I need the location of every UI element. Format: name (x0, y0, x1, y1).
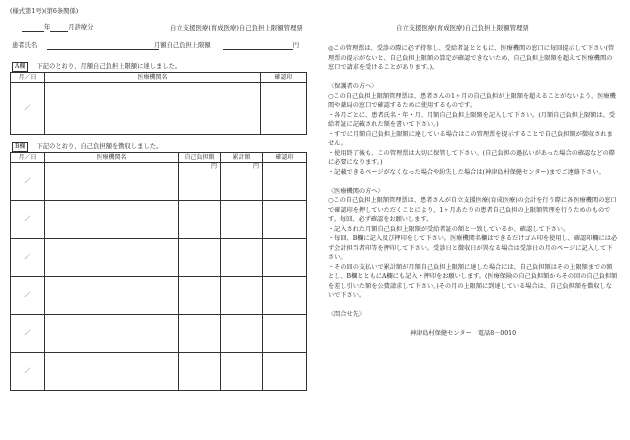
institution-cell[interactable] (45, 239, 179, 277)
institution-cell[interactable] (45, 353, 179, 391)
guardian-note: ・使用終了後も、この管理票は大切に保管して下さい。(自己負担の過払いがあった場合の確認などの際に必要になります。) (328, 149, 615, 166)
col-cumulative: 累計額 (221, 153, 263, 163)
table-row (11, 163, 307, 201)
monthly-limit-label: 月額自己負担上限額 (154, 42, 211, 50)
col-seal: 確認印 (263, 153, 307, 163)
col-institution: 医療機関名 (45, 153, 179, 163)
institution-cell[interactable] (45, 201, 179, 239)
guardian-note: ・すでに月額自己負担上限額に達している場合はこの管理票を提示することで自己負担額が徴収されません。 (328, 130, 613, 147)
col-copay: 自己負担額 (179, 153, 221, 163)
col-institution: 医療機関名 (45, 73, 261, 83)
institution-note: ・毎回、B欄に記入及び押印をして下さい。医療機関名欄はできるだけゴム印を使用し、確認印欄には必ず会計担当者印等を押印して下さい。受診日と徴収日が異なる場合は受診日の月のページに記入して下さい。 (328, 235, 618, 261)
guardian-note: ○この自己負担上限額管理票は、患者さんの1ヶ月の自己負担が上限額を超えることがないよう、医療機関や薬局の窓口で確認するために使用するものです。 (328, 92, 616, 109)
institution-note: ○この自己負担上限額管理票は、患者さんが自立支援医療(育成医療)の会計を行う際に各医療機関の窓口で確認印を押していただくことにより、1ヶ月あたりの患者自己負担の上限額管理を行うためのものです。毎回、必ず確認をお願いします。 (328, 197, 617, 223)
cumulative-cell[interactable] (221, 315, 263, 353)
section-a-caption: 下記のとおり、月額自己負担上限額に達しました。 (36, 63, 182, 70)
date-cell[interactable]: ／ (11, 201, 45, 239)
guardian-note: ・記載できるページがなくなった場合や紛失した場合は(神津島村保健センター)までご連絡下さい。 (328, 168, 605, 176)
date-cell[interactable]: ／ (11, 353, 45, 391)
section-b-table (10, 152, 307, 391)
month-suffix: 月診療分 (68, 24, 94, 32)
section-a-tag: A欄 (12, 62, 28, 72)
seal-cell[interactable] (263, 163, 307, 201)
title-left: 自立支援医療(育成医療)自己負担上限額管理票 (170, 24, 303, 32)
section-b-tag: B欄 (12, 142, 28, 152)
notes-intro: ◎この管理票は、受診の際に必ず持参し、受給者証とともに、医療機関の窓口に毎回提示して下さい(管理票の提示がないと、自己負担上限額の算定が確認できないため、自己負担上限額を超えて医療機関の窓口で請求を受けることがあります。)。 (328, 45, 615, 71)
contact-heading: 〈問合せ先〉 (328, 311, 366, 318)
section-b-caption: 下記のとおり、自己負担額を徴収しました。 (36, 143, 163, 150)
table-row (11, 353, 307, 391)
copay-cell[interactable] (179, 353, 221, 391)
patient-info-row (12, 42, 159, 50)
guardian-heading: 〈保護者の方へ〉 (328, 83, 378, 90)
table-row (11, 239, 307, 277)
form-number: (様式第1号)(第6条関係) (10, 8, 79, 15)
institution-cell[interactable] (45, 83, 261, 135)
seal-cell[interactable] (263, 353, 307, 391)
copay-cell[interactable] (179, 239, 221, 277)
cumulative-cell[interactable] (221, 239, 263, 277)
guardian-note: ・各月ごとに、患者氏名・年・月、月額自己負担上限額を記入して下さい。(月額自己負担上限額は、受給者証に記載された額を書いて下さい。) (328, 111, 616, 128)
cumulative-cell[interactable] (221, 353, 263, 391)
month-blank[interactable] (50, 24, 68, 32)
institution-note: ・記入された月額自己負担上限額が受給者証の額と一致しているか、確認して下さい。 (328, 225, 570, 233)
monthly-limit-field[interactable] (223, 42, 293, 50)
date-cell[interactable]: ／ (11, 83, 45, 135)
table-row (11, 83, 307, 135)
seal-cell[interactable] (263, 277, 307, 315)
copay-cell[interactable] (179, 315, 221, 353)
cumulative-cell[interactable]: 円 (221, 163, 263, 201)
section-b-header (12, 142, 162, 152)
institution-heading: 〈医療機関の方へ〉 (328, 187, 384, 195)
institution-note: ・その回の支払いで累計額が月額自己負担上限額に達した場合には、自己負担額はその上限額までの額とし、B欄とともにA欄にも記入・押印をお願いします。(医療保険の自己負担額からその回の自己負担額を差し引いた額を公費請求して下さい。)その月の上限額に到達している場合は、自己負担額を徴収しないで下さい。 (328, 263, 618, 299)
date-cell[interactable]: ／ (11, 163, 45, 201)
seal-cell[interactable] (261, 83, 307, 135)
date-cell[interactable]: ／ (11, 239, 45, 277)
table-row (11, 315, 307, 353)
seal-cell[interactable] (263, 201, 307, 239)
institution-cell[interactable] (45, 163, 179, 201)
limit-yen: 円 (292, 42, 299, 50)
limit-row (154, 42, 299, 50)
title-right: 自立支援医療(育成医療)自己負担上限額管理票 (396, 24, 529, 32)
contact-info: 神津島村保健センター 電話8－0010 (410, 329, 517, 337)
seal-cell[interactable] (263, 239, 307, 277)
col-date: 月／日 (11, 73, 45, 83)
institution-cell[interactable] (45, 277, 179, 315)
year-blank[interactable] (22, 24, 44, 32)
institution-cell[interactable] (45, 315, 179, 353)
seal-cell[interactable] (263, 315, 307, 353)
col-seal: 確認印 (261, 73, 307, 83)
copay-cell[interactable] (179, 277, 221, 315)
section-a-header (12, 62, 181, 72)
date-cell[interactable]: ／ (11, 315, 45, 353)
cumulative-cell[interactable] (221, 201, 263, 239)
year-suffix: 年 (44, 24, 51, 32)
notes-panel (328, 44, 618, 338)
period-line (22, 24, 93, 32)
col-date: 月／日 (11, 153, 45, 163)
cumulative-cell[interactable] (221, 277, 263, 315)
table-row (11, 201, 307, 239)
date-cell[interactable]: ／ (11, 277, 45, 315)
copay-cell[interactable] (179, 201, 221, 239)
section-a-table (10, 72, 307, 135)
table-row (11, 277, 307, 315)
patient-name-field[interactable] (47, 42, 159, 50)
patient-name-label: 患者氏名 (12, 42, 38, 50)
copay-cell[interactable]: 円 (179, 163, 221, 201)
